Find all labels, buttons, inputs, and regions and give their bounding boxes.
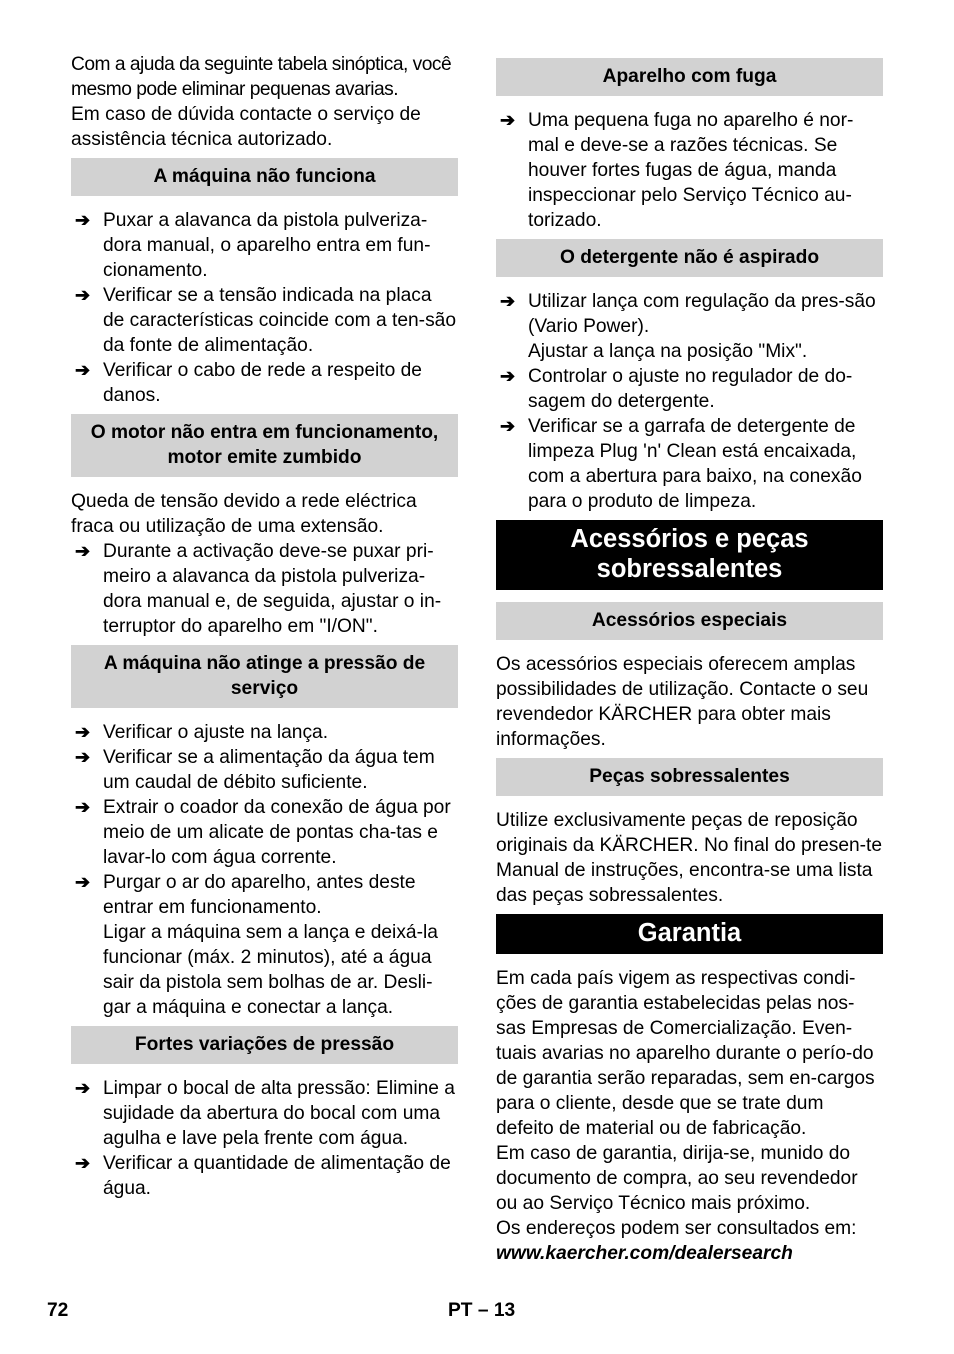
list-item: ➔ Puxar a alavanca da pistola pulveriza-dora manual, o aparelho entra em fun-cionamento. (75, 210, 431, 281)
language-page-label: PT – 13 (448, 1300, 516, 1321)
heading-warranty: Garantia (496, 914, 883, 954)
section-text: Utilize exclusivamente peças de reposição originais da KÄRCHER. No final do presen-te Manual de instruções, encontra-se uma lista das peças sobressalentes. (496, 810, 883, 906)
list-item: ➔ Durante a activação deve-se puxar pri-meiro a alavanca da pistola pulveriza-dora manual e, de seguida, ajustar o in-terruptor do aparelho em "I/ON". (75, 541, 442, 637)
intro-text-1: Com a ajuda da seguinte tabela sinóptica, você mesmo pode eliminar pequenas avarias. (71, 54, 452, 100)
list-item: ➔ Verificar o ajuste na lança. (75, 722, 329, 743)
heading-spare-parts: Peças sobressalentes (496, 758, 883, 796)
arrow-right-icon: ➔ (500, 366, 516, 386)
list-item: ➔ Verificar o cabo de rede a respeito de danos. (75, 360, 422, 406)
arrow-right-icon: ➔ (75, 210, 91, 230)
list-item: ➔ Extrair o coador da conexão de água por meio de um alicate de pontas cha-tas e lavar-lo com água corrente. (75, 797, 451, 868)
list-item: ➔ Controlar o ajuste no regulador de do-sagem do detergente. (500, 366, 853, 412)
section-text: Os acessórios especiais oferecem amplas possibilidades de utilização. Contacte o seu revendedor KÄRCHER para obter mais informações. (496, 654, 869, 750)
arrow-right-icon: ➔ (75, 1078, 91, 1098)
list-item: ➔ Utilizar lança com regulação da pres-são (Vario Power). (500, 291, 876, 337)
arrow-right-icon: ➔ (75, 797, 91, 817)
right-column (496, 52, 883, 1266)
arrow-right-icon: ➔ (75, 872, 91, 892)
list-item: ➔ Verificar a quantidade de alimentação de água. (75, 1153, 451, 1199)
heading-motor-hum: O motor não entra em funcionamento, motor emite zumbido (71, 414, 458, 477)
list-item: ➔ Limpar o bocal de alta pressão: Elimine a sujidade da abertura do bocal com uma agulha e lave pela frente com água. (75, 1078, 455, 1149)
heading-detergent: O detergente não é aspirado (496, 239, 883, 277)
arrow-right-icon: ➔ (75, 722, 91, 742)
list-item: ➔ Verificar se a tensão indicada na placa de características coincide com a ten-são da fonte de alimentação. (75, 285, 457, 356)
arrow-right-icon: ➔ (75, 541, 91, 561)
list-item: ➔ Uma pequena fuga no aparelho é nor-mal e deve-se a razões técnicas. Se houver fortes fugas de água, manda inspeccionar pelo Serviço Técnico au-torizado. (500, 110, 854, 231)
arrow-right-icon: ➔ (500, 416, 516, 436)
list-item: ➔ Purgar o ar do aparelho, antes deste entrar em funcionamento. (75, 872, 416, 918)
warranty-text-3: Os endereços podem ser consultados em: (496, 1218, 857, 1239)
heading-special-accessories: Acessórios especiais (496, 602, 883, 640)
list-item-continuation: Ligar a máquina sem a lança e deixá-la funcionar (máx. 2 minutos), até a água sair da pistola sem bolhas de ar. Desli-gar a máquina e conectar a lança. (103, 922, 438, 1018)
arrow-right-icon: ➔ (75, 1153, 91, 1173)
warranty-text-2: Em caso de garantia, dirija-se, munido do documento de compra, ao seu revendedor ou ao Serviço Técnico mais próximo. (496, 1143, 858, 1214)
list-item: ➔ Verificar se a alimentação da água tem um caudal de débito suficiente. (75, 747, 435, 793)
arrow-right-icon: ➔ (75, 285, 91, 305)
arrow-right-icon: ➔ (75, 360, 91, 380)
list-item: ➔ Verificar se a garrafa de detergente de limpeza Plug 'n' Clean está encaixada, com a abertura para baixo, na conexão para o produto de limpeza. (500, 416, 862, 512)
heading-machine-not-working: A máquina não funciona (71, 158, 458, 196)
arrow-right-icon: ➔ (500, 291, 516, 311)
page-number: 72 (47, 1300, 69, 1321)
list-item-continuation: Ajustar a lança na posição "Mix". (528, 341, 808, 362)
warranty-text-1: Em cada país vigem as respectivas condi-ções de garantia estabelecidas pelas nos-sas Empresas de Comercialização. Even-tuais avarias no aparelho durante o perío-do de garantia serão reparadas, sem en-cargos para o cliente, desde que se trate dum defeito de material ou de fabricação. (496, 968, 875, 1139)
dealer-search-link[interactable]: www.kaercher.com/dealersearch (496, 1243, 793, 1264)
left-column (71, 52, 458, 1201)
section-text: Queda de tensão devido a rede eléctrica fraca ou utilização de uma extensão. (71, 491, 417, 537)
heading-no-pressure: A máquina não atinge a pressão de serviço (71, 645, 458, 708)
heading-leak: Aparelho com fuga (496, 58, 883, 96)
heading-pressure-variations: Fortes variações de pressão (71, 1026, 458, 1064)
arrow-right-icon: ➔ (500, 110, 516, 130)
heading-accessories-parts: Acessórios e peças sobressalentes (496, 520, 883, 590)
intro-text-2: Em caso de dúvida contacte o serviço de assistência técnica autorizado. (71, 104, 421, 150)
arrow-right-icon: ➔ (75, 747, 91, 767)
